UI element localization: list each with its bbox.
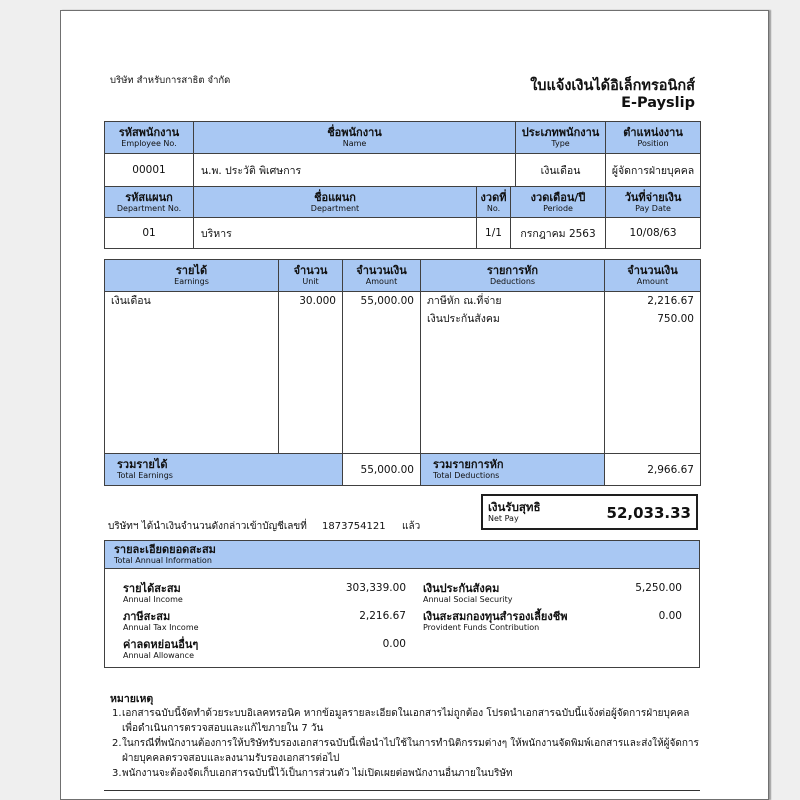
note-line: ฝ่ายบุคคลตรวจสอบและลงนามรับรองเอกสารต่อไป <box>122 753 340 764</box>
earnings-label-en: Earnings <box>174 277 209 286</box>
annual-income-label-en: Annual Income <box>123 595 183 604</box>
deduction-item: ภาษีหัก ณ.ที่จ่าย <box>427 295 502 307</box>
earnings-header-row <box>105 260 701 292</box>
total-earnings-label <box>105 454 343 486</box>
deductions-items-cell <box>421 292 605 454</box>
position-label-en: Position <box>637 139 669 148</box>
note-item <box>110 736 710 766</box>
employee-name-label-en: Name <box>342 139 367 148</box>
annual-allowance-label <box>123 638 198 661</box>
note-item <box>110 706 710 736</box>
annual-allowance-label-th: ค่าลดหย่อนอื่นๆ <box>123 638 199 651</box>
period-label-th: งวดเดือน/ปี <box>530 190 586 204</box>
annual-tax-label <box>123 610 199 633</box>
annual-info-header <box>105 541 699 569</box>
department-no-value: 01 <box>105 218 194 249</box>
pay-date-label-en: Pay Date <box>635 203 671 213</box>
deductions-label-en: Deductions <box>489 277 536 286</box>
annual-info-title-th: รายละเอียดยอดสะสม <box>114 543 216 556</box>
total-earnings-amount: 55,000.00 <box>343 454 421 486</box>
deductions-amounts-cell <box>605 292 701 454</box>
company-name: บริษัท สำหรับการสาธิต จำกัด <box>110 75 231 86</box>
department-no-label-en: Department No. <box>116 203 182 213</box>
earnings-label-th: รายได้ <box>175 264 208 277</box>
net-pay-label <box>488 501 541 524</box>
annual-income-label <box>123 582 183 605</box>
employee-no-header <box>105 122 194 154</box>
period-no-label-th: งวดที่ <box>480 190 507 204</box>
annual-allowance-value: 0.00 <box>382 638 406 650</box>
annual-tax-value: 2,216.67 <box>359 610 406 622</box>
earning-item: เงินเดือน <box>111 295 151 307</box>
net-pay-label-th: เงินรับสุทธิ <box>488 500 541 514</box>
net-pay-amount: 52,033.33 <box>606 504 691 522</box>
department-value-row <box>105 218 701 249</box>
provident-fund-value: 0.00 <box>658 610 682 622</box>
payslip-page <box>60 10 769 800</box>
provident-fund-label-th: เงินสะสมกองทุนสำรองเลี้ยงชีพ <box>423 610 568 623</box>
bank-account-number: 1873754121 <box>322 521 386 532</box>
employee-no-label-en: Employee No. <box>121 139 177 148</box>
deduction-amount: 2,216.67 <box>647 295 694 307</box>
department-label-th: ชื่อแผนก <box>314 190 356 204</box>
earnings-deductions-table <box>104 259 701 486</box>
deductions-amount-header <box>605 260 701 292</box>
social-security-label-th: เงินประกันสังคม <box>423 582 500 595</box>
employee-name-label-th: ชื่อพนักงาน <box>327 126 382 139</box>
earnings-amount-header <box>343 260 421 292</box>
deductions-header <box>421 260 605 292</box>
pay-date-label-th: วันที่จ่ายเงิน <box>624 190 682 204</box>
net-pay-label-en: Net Pay <box>488 514 519 523</box>
earnings-amounts-cell <box>343 292 421 454</box>
department-header-row <box>105 187 701 218</box>
bottom-divider <box>104 790 700 791</box>
period-no-value: 1/1 <box>477 218 511 249</box>
total-deductions-label-en: Total Deductions <box>433 471 500 480</box>
employee-type-label-th: ประเภทพนักงาน <box>521 126 600 139</box>
payslip-title-english: E-Payslip <box>621 95 695 111</box>
social-security-label <box>423 582 512 605</box>
employee-type-label-en: Type <box>551 139 570 148</box>
total-earnings-label-en: Total Earnings <box>117 471 173 480</box>
deductions-amount-label-en: Amount <box>636 277 669 286</box>
unit-header <box>279 260 343 292</box>
employee-info-table <box>104 121 701 249</box>
department-no-label-th: รหัสแผนก <box>125 190 173 204</box>
note-text <box>122 766 700 781</box>
department-value: บริหาร <box>194 218 477 249</box>
annual-allowance-label-en: Annual Allowance <box>123 651 194 660</box>
employee-name-value: น.พ. ประวัติ พิเศษการ <box>194 154 516 187</box>
department-header <box>194 187 477 218</box>
note-number: 3. <box>112 768 122 779</box>
employee-value-row <box>105 154 701 187</box>
payslip-title-thai: ใบแจ้งเงินได้อิเล็กทรอนิกส์ <box>530 78 695 94</box>
provident-fund-label-en: Provident Funds Contribution <box>423 623 540 632</box>
annual-info-table <box>104 540 700 668</box>
total-earnings-label-th: รวมรายได้ <box>117 458 168 471</box>
payslip-title <box>530 78 695 112</box>
department-no-header <box>105 187 194 218</box>
total-deductions-label-th: รวมรายการหัก <box>433 458 504 471</box>
provident-fund-label <box>423 610 567 633</box>
notes-section <box>110 692 710 781</box>
employee-no-label-th: รหัสพนักงาน <box>118 126 180 139</box>
department-label-en: Department <box>310 203 360 213</box>
annual-income-value: 303,339.00 <box>345 582 406 594</box>
bank-transfer-suffix: แล้ว <box>402 521 421 532</box>
earnings-amount-label-en: Amount <box>365 277 398 286</box>
employee-header-row <box>105 122 701 154</box>
bank-transfer-text: บริษัทฯ ได้นำเงินจำนวนดังกล่าวเข้าบัญชีเลขที่ <box>108 521 307 532</box>
pay-date-value: 10/08/63 <box>606 218 701 249</box>
note-text <box>122 706 700 736</box>
note-line: เพื่อดำเนินการตรวจสอบและแก้ไขภายใน 7 วัน <box>122 723 324 734</box>
unit-label-en: Unit <box>302 277 319 286</box>
annual-info-title-en: Total Annual Information <box>114 556 212 565</box>
note-number: 2. <box>112 738 122 749</box>
annual-tax-label-en: Annual Tax Income <box>123 623 199 632</box>
totals-row <box>105 454 701 486</box>
employee-type-value: เงินเดือน <box>516 154 606 187</box>
deduction-amount: 750.00 <box>657 313 694 325</box>
earnings-header <box>105 260 279 292</box>
employee-no-value: 00001 <box>105 154 194 187</box>
period-header <box>511 187 606 218</box>
notes-title: หมายเหตุ <box>110 693 154 705</box>
net-pay-box <box>481 494 698 530</box>
earnings-units-cell <box>279 292 343 454</box>
employee-type-header <box>516 122 606 154</box>
deductions-label-th: รายการหัก <box>486 264 539 277</box>
position-header <box>606 122 701 154</box>
note-line: พนักงานจะต้องจัดเก็บเอกสารฉบับนี้ไว้เป็นการส่วนตัว ไม่เปิดเผยต่อพนักงานอื่นภายในบริษัท <box>122 768 513 779</box>
annual-income-label-th: รายได้สะสม <box>123 582 181 595</box>
position-value: ผู้จัดการฝ่ายบุคคล <box>606 154 701 187</box>
earning-unit: 30.000 <box>299 295 336 307</box>
earnings-items-cell <box>105 292 279 454</box>
note-text <box>122 736 700 766</box>
note-item <box>110 766 710 781</box>
note-line: เอกสารฉบับนี้จัดทำด้วยระบบอิเลคทรอนิค หากข้อมูลรายละเอียดในเอกสารไม่ถูกต้อง โปรดนำเอกสารฉบับนี้แจ้งต่อผู้จัดการฝ่ายบุคคล <box>122 708 690 719</box>
total-deductions-amount: 2,966.67 <box>605 454 701 486</box>
note-number: 1. <box>112 708 122 719</box>
deduction-item: เงินประกันสังคม <box>427 313 500 325</box>
social-security-label-en: Annual Social Security <box>423 595 513 604</box>
deductions-amount-label-th: จำนวนเงิน <box>627 264 678 277</box>
period-no-label-en: No. <box>486 203 501 213</box>
total-deductions-label <box>421 454 605 486</box>
social-security-value: 5,250.00 <box>635 582 682 594</box>
earning-amount: 55,000.00 <box>360 295 414 307</box>
earnings-amount-label-th: จำนวนเงิน <box>356 264 407 277</box>
period-label-en: Periode <box>543 203 573 213</box>
annual-tax-label-th: ภาษีสะสม <box>123 610 171 623</box>
note-line: ในกรณีที่พนักงานต้องการให้บริษัทรับรองเอกสารฉบับนี้เพื่อนำไปใช้ในการทำนิติกรรมต่างๆ ให้พนักงานจัดพิมพ์เอกสารและส่งให้ผู้จัดการ <box>122 738 699 749</box>
unit-label-th: จำนวน <box>293 264 328 277</box>
position-label-th: ตำแหน่งงาน <box>623 126 683 139</box>
period-value: กรกฎาคม 2563 <box>511 218 606 249</box>
employee-name-header <box>194 122 516 154</box>
pay-date-header <box>606 187 701 218</box>
earnings-body-row <box>105 292 701 454</box>
period-no-header <box>477 187 511 218</box>
